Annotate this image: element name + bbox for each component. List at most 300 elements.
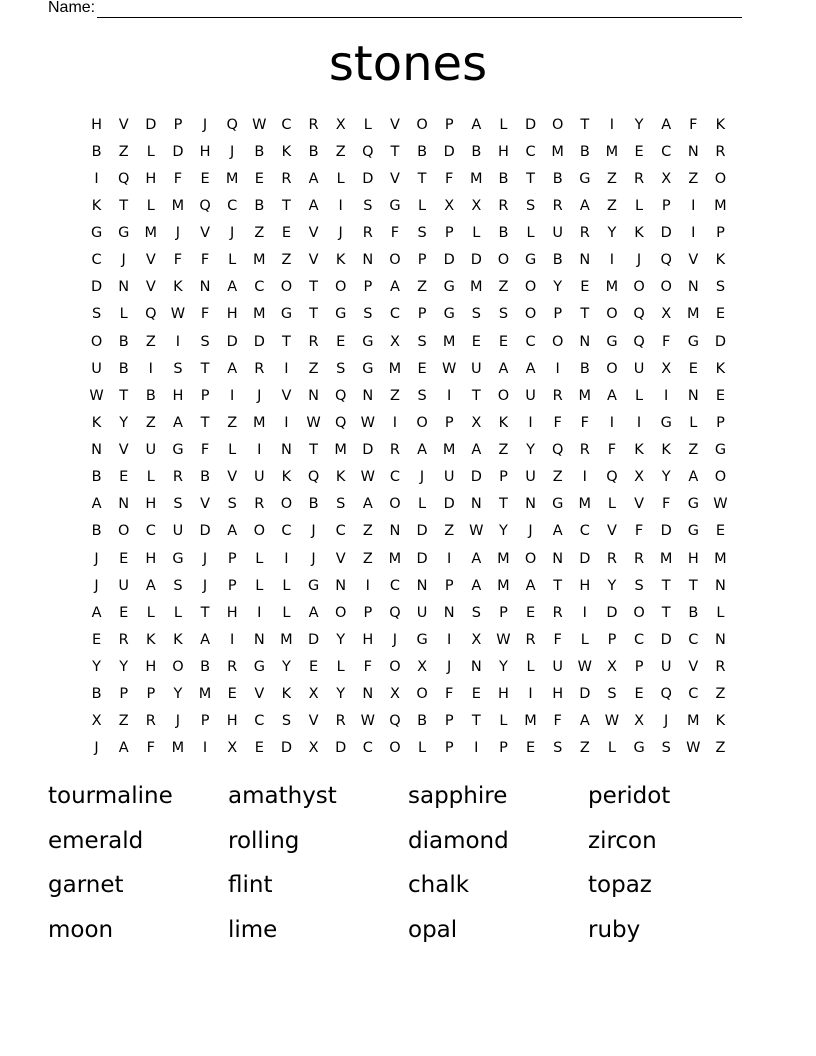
grid-letter: Z xyxy=(308,360,319,377)
grid-letter: U xyxy=(660,659,672,676)
grid-letter: B xyxy=(417,713,428,730)
grid-letter: L xyxy=(499,713,508,730)
grid-letter: D xyxy=(335,740,347,757)
grid-letter: Q xyxy=(551,442,564,459)
grid-letter: Z xyxy=(498,279,509,296)
word-list-item: ruby xyxy=(588,916,641,943)
grid-letter: D xyxy=(606,604,618,621)
grid-letter: Z xyxy=(606,197,617,214)
grid-letter: N xyxy=(687,143,699,160)
grid-letter: K xyxy=(281,469,292,486)
grid-letter: W xyxy=(170,306,186,323)
grid-letter: A xyxy=(688,469,699,486)
grid-letter: U xyxy=(172,523,184,540)
grid-letter: N xyxy=(687,279,699,296)
grid-letter: A xyxy=(661,116,672,133)
grid-letter: A xyxy=(525,577,536,594)
grid-letter: S xyxy=(715,279,726,296)
grid-letter: G xyxy=(633,740,645,757)
grid-letter: J xyxy=(94,740,99,757)
grid-letter: T xyxy=(390,143,400,160)
grid-letter: V xyxy=(281,387,292,404)
grid-letter: V xyxy=(145,252,156,269)
grid-letter: X xyxy=(634,713,645,730)
grid-letter: L xyxy=(526,659,535,676)
grid-letter: B xyxy=(91,686,102,703)
grid-letter: W xyxy=(713,496,728,513)
grid-letter: I xyxy=(94,170,99,187)
grid-letter: B xyxy=(498,170,509,187)
grid-letter: S xyxy=(281,713,292,730)
grid-letter: P xyxy=(444,740,454,757)
grid-letter: X xyxy=(606,659,617,676)
grid-letter: X xyxy=(661,360,672,377)
grid-letter: P xyxy=(444,414,454,431)
grid-letter: D xyxy=(280,740,293,757)
grid-letter: L xyxy=(526,225,535,242)
grid-letter: T xyxy=(688,577,698,594)
grid-letter: Q xyxy=(660,686,672,703)
grid-letter: G xyxy=(660,414,672,431)
grid-letter: L xyxy=(119,306,128,323)
grid-letter: Z xyxy=(417,279,428,296)
grid-letter: J xyxy=(202,116,208,133)
grid-letter: R xyxy=(362,225,373,242)
grid-letter: H xyxy=(145,659,157,676)
grid-letter: D xyxy=(416,523,428,540)
grid-letter: P xyxy=(417,252,427,269)
grid-letter: O xyxy=(551,116,564,133)
grid-letter: F xyxy=(390,225,400,242)
grid-letter: T xyxy=(471,387,481,404)
grid-letter: S xyxy=(336,496,346,513)
grid-letter: M xyxy=(578,496,592,513)
grid-letter: Y xyxy=(661,469,671,486)
grid-letter: H xyxy=(145,170,157,187)
grid-letter: L xyxy=(282,604,291,621)
grid-letter: Q xyxy=(334,387,347,404)
grid-letter: T xyxy=(661,577,671,594)
grid-letter: L xyxy=(146,197,155,214)
grid-letter: W xyxy=(360,713,375,730)
grid-letter: G xyxy=(443,306,455,323)
grid-letter: S xyxy=(498,306,509,323)
grid-letter: J xyxy=(447,659,452,676)
grid-letter: G xyxy=(714,442,727,459)
grid-letter: V xyxy=(308,252,319,269)
grid-letter: N xyxy=(362,252,374,269)
grid-letter: B xyxy=(579,360,590,377)
grid-letter: Q xyxy=(633,333,645,350)
grid-letter: T xyxy=(499,496,508,513)
grid-letter: P xyxy=(173,116,183,133)
name-label: Name: xyxy=(48,0,96,16)
grid-letter: O xyxy=(172,659,184,676)
grid-letter: C xyxy=(661,143,672,160)
grid-letter: Y xyxy=(119,659,129,676)
grid-letter: H xyxy=(579,577,591,594)
grid-letter: Q xyxy=(307,469,320,486)
grid-letter: T xyxy=(309,279,318,296)
grid-letter: F xyxy=(445,170,454,187)
grid-letter: T xyxy=(580,116,590,133)
grid-letter: S xyxy=(471,306,481,323)
grid-letter: B xyxy=(118,333,129,350)
grid-letter: R xyxy=(715,659,726,676)
grid-letter: F xyxy=(553,631,562,648)
grid-letter: S xyxy=(417,387,427,404)
grid-letter: O xyxy=(389,659,401,676)
grid-letter: F xyxy=(580,414,589,431)
grid-letter: B xyxy=(308,143,319,160)
grid-letter: I xyxy=(664,387,669,404)
grid-letter: T xyxy=(309,442,318,459)
grid-letter: A xyxy=(118,740,129,757)
grid-letter: S xyxy=(91,306,102,323)
grid-letter: H xyxy=(226,604,238,621)
grid-letter: L xyxy=(336,170,345,187)
grid-letter: S xyxy=(336,360,346,377)
grid-letter: T xyxy=(200,604,210,621)
grid-letter: A xyxy=(471,550,482,567)
grid-letter: H xyxy=(172,387,184,404)
grid-letter: C xyxy=(389,469,400,486)
grid-letter: E xyxy=(498,333,509,350)
grid-letter: F xyxy=(173,252,183,269)
grid-letter: J xyxy=(175,713,181,730)
grid-letter: S xyxy=(634,577,644,594)
grid-letter: B xyxy=(552,252,563,269)
grid-letter: N xyxy=(308,387,319,404)
grid-letter: P xyxy=(417,306,427,323)
grid-letter: E xyxy=(471,686,481,703)
grid-letter: Y xyxy=(499,523,508,540)
grid-letter: A xyxy=(606,387,617,404)
word-list-item: tourmaline xyxy=(48,783,173,809)
grid-letter: S xyxy=(417,333,427,350)
grid-letter: O xyxy=(416,686,428,703)
grid-letter: Z xyxy=(715,686,726,703)
grid-letter: I xyxy=(284,360,289,377)
grid-letter: A xyxy=(308,604,319,621)
grid-letter: A xyxy=(172,414,183,431)
grid-letter: H xyxy=(91,116,103,133)
grid-letter: G xyxy=(687,333,699,350)
grid-letter: Z xyxy=(688,442,699,459)
grid-letter: O xyxy=(606,306,618,323)
grid-letter: A xyxy=(525,360,536,377)
grid-letter: I xyxy=(691,197,696,214)
grid-letter: N xyxy=(416,577,428,594)
grid-letter: X xyxy=(389,686,400,703)
grid-letter: D xyxy=(226,333,238,350)
grid-letter: J xyxy=(230,143,235,160)
grid-letter: V xyxy=(308,713,319,730)
grid-letter: I xyxy=(447,387,452,404)
letter-grid xyxy=(83,111,734,762)
grid-letter: I xyxy=(257,604,262,621)
grid-letter: P xyxy=(200,713,210,730)
grid-letter: K xyxy=(173,631,183,648)
grid-letter: J xyxy=(94,577,99,594)
grid-letter: D xyxy=(362,170,374,187)
grid-letter: B xyxy=(498,225,509,242)
grid-letter: C xyxy=(389,577,400,594)
grid-letter: K xyxy=(173,279,183,296)
grid-letter: R xyxy=(525,631,536,648)
word-list-item: emerald xyxy=(48,827,144,854)
grid-letter: V xyxy=(118,442,129,459)
grid-letter: I xyxy=(609,116,615,133)
grid-letter: Z xyxy=(362,523,373,540)
grid-letter: I xyxy=(148,360,153,377)
grid-letter: K xyxy=(91,197,102,214)
grid-letter: N xyxy=(687,387,699,404)
grid-letter: L xyxy=(255,577,264,594)
grid-letter: E xyxy=(634,143,644,160)
grid-letter: F xyxy=(689,116,698,133)
grid-letter: P xyxy=(444,577,454,594)
grid-letter: C xyxy=(254,279,265,296)
grid-letter: U xyxy=(552,659,563,676)
grid-letter: T xyxy=(119,197,129,214)
grid-letter: I xyxy=(528,414,533,431)
grid-letter: S xyxy=(200,333,210,350)
grid-letter: W xyxy=(360,469,375,486)
grid-letter: L xyxy=(607,740,616,757)
grid-letter: P xyxy=(444,225,454,242)
grid-letter: X xyxy=(661,306,672,323)
grid-letter: V xyxy=(118,116,129,133)
grid-letter: T xyxy=(526,170,535,187)
grid-letter: O xyxy=(524,306,537,323)
grid-letter: K xyxy=(661,442,671,459)
grid-letter: G xyxy=(443,279,455,296)
grid-letter: G xyxy=(552,496,564,513)
grid-letter: C xyxy=(579,523,590,540)
grid-letter: M xyxy=(578,387,592,404)
grid-letter: O xyxy=(90,333,103,350)
grid-letter: L xyxy=(363,116,372,133)
grid-letter: M xyxy=(470,279,483,296)
grid-letter: Z xyxy=(715,740,726,757)
grid-letter: R xyxy=(145,713,156,730)
grid-letter: A xyxy=(579,197,590,214)
grid-letter: Z xyxy=(145,333,156,350)
grid-letter: G xyxy=(280,306,293,323)
grid-letter: G xyxy=(687,496,699,513)
grid-letter: N xyxy=(389,523,401,540)
grid-letter: I xyxy=(447,631,452,648)
grid-letter: E xyxy=(119,550,129,567)
grid-letter: N xyxy=(335,577,347,594)
grid-letter: M xyxy=(334,442,347,459)
grid-letter: I xyxy=(582,469,587,486)
grid-letter: P xyxy=(661,197,671,214)
grid-letter: A xyxy=(200,631,211,648)
grid-letter: M xyxy=(497,577,510,594)
grid-letter: C xyxy=(389,306,400,323)
grid-letter: I xyxy=(392,414,398,431)
grid-letter: A xyxy=(308,170,319,187)
grid-letter: S xyxy=(525,197,536,214)
grid-letter: I xyxy=(284,414,289,431)
grid-letter: F xyxy=(146,740,155,757)
grid-letter: Y xyxy=(282,659,291,676)
grid-letter: A xyxy=(308,197,319,214)
grid-letter: X xyxy=(389,333,400,350)
grid-letter: Y xyxy=(634,116,644,133)
grid-letter: D xyxy=(714,333,727,350)
grid-letter: A xyxy=(471,442,482,459)
grid-letter: L xyxy=(146,469,155,486)
grid-letter: S xyxy=(173,577,183,594)
grid-letter: M xyxy=(605,279,619,296)
grid-letter: I xyxy=(447,550,452,567)
grid-letter: Z xyxy=(118,143,129,160)
grid-letter: F xyxy=(634,523,644,540)
grid-letter: K xyxy=(335,469,346,486)
grid-letter: U xyxy=(633,360,645,377)
grid-letter: I xyxy=(175,333,181,350)
grid-letter: G xyxy=(172,442,184,459)
grid-letter: A xyxy=(471,577,482,594)
grid-letter: O xyxy=(606,360,618,377)
grid-letter: D xyxy=(660,225,672,242)
grid-letter: Q xyxy=(633,306,645,323)
name-underline xyxy=(97,3,742,18)
grid-letter: R xyxy=(552,387,563,404)
grid-letter: N xyxy=(281,442,292,459)
grid-letter: O xyxy=(416,116,428,133)
grid-letter: M xyxy=(388,550,402,567)
grid-letter: R xyxy=(715,143,726,160)
grid-letter: Y xyxy=(526,442,535,459)
grid-letter: N xyxy=(470,659,482,676)
grid-letter: S xyxy=(363,197,373,214)
word-list-item: diamond xyxy=(408,827,509,854)
grid-letter: F xyxy=(200,442,210,459)
grid-letter: N xyxy=(715,577,726,594)
grid-letter: A xyxy=(91,496,102,513)
grid-letter: F xyxy=(553,713,562,730)
grid-letter: W xyxy=(577,659,592,676)
grid-letter: U xyxy=(91,360,102,377)
grid-letter: A xyxy=(362,496,373,513)
grid-letter: D xyxy=(145,116,157,133)
grid-letter: J xyxy=(121,252,126,269)
grid-letter: P xyxy=(553,306,563,323)
grid-letter: A xyxy=(579,713,590,730)
grid-letter: E xyxy=(525,604,536,621)
grid-letter: X xyxy=(308,686,319,703)
grid-letter: F xyxy=(553,414,562,431)
grid-letter: R xyxy=(634,170,645,187)
word-list-item: amathyst xyxy=(228,783,337,809)
grid-letter: V xyxy=(389,170,400,187)
grid-letter: Y xyxy=(119,414,129,431)
grid-letter: C xyxy=(281,116,292,133)
grid-letter: U xyxy=(145,442,157,459)
grid-letter: X xyxy=(227,740,238,757)
grid-letter: Z xyxy=(227,414,238,431)
grid-letter: I xyxy=(230,387,235,404)
grid-letter: O xyxy=(551,333,564,350)
grid-letter: L xyxy=(580,631,589,648)
grid-letter: Z xyxy=(606,170,617,187)
grid-letter: U xyxy=(254,469,265,486)
grid-letter: C xyxy=(525,143,536,160)
grid-letter: O xyxy=(389,252,401,269)
grid-letter: C xyxy=(335,523,346,540)
grid-letter: J xyxy=(230,225,235,242)
grid-letter: M xyxy=(253,306,266,323)
grid-letter: Q xyxy=(362,143,374,160)
grid-letter: U xyxy=(416,604,428,621)
grid-letter: Q xyxy=(389,604,401,621)
grid-letter: J xyxy=(311,550,316,567)
grid-letter: R xyxy=(634,550,645,567)
grid-letter: B xyxy=(688,604,699,621)
grid-letter: N xyxy=(470,496,482,513)
grid-letter: Z xyxy=(118,713,129,730)
grid-letter: J xyxy=(664,713,669,730)
grid-letter: S xyxy=(227,496,237,513)
grid-letter: M xyxy=(497,550,510,567)
grid-letter: O xyxy=(280,279,293,296)
grid-letter: E xyxy=(91,631,102,648)
grid-letter: Y xyxy=(499,659,508,676)
grid-letter: L xyxy=(418,496,427,513)
grid-letter: M xyxy=(442,333,456,350)
grid-letter: P xyxy=(363,604,373,621)
grid-letter: R xyxy=(308,333,319,350)
grid-letter: D xyxy=(443,252,455,269)
grid-letter: C xyxy=(227,197,238,214)
grid-letter: I xyxy=(230,631,235,648)
grid-letter: H xyxy=(145,496,157,513)
grid-letter: B xyxy=(254,143,265,160)
word-list-item: chalk xyxy=(408,872,470,898)
grid-letter: H xyxy=(145,550,157,567)
grid-letter: I xyxy=(636,414,642,431)
grid-letter: G xyxy=(307,577,320,594)
grid-letter: F xyxy=(363,659,372,676)
grid-letter: Y xyxy=(336,631,346,648)
grid-letter: V xyxy=(606,523,617,540)
grid-letter: I xyxy=(284,550,289,567)
grid-letter: X xyxy=(91,713,102,730)
grid-letter: K xyxy=(281,143,292,160)
grid-letter: F xyxy=(662,496,671,513)
word-list-item: peridot xyxy=(588,783,671,809)
grid-letter: U xyxy=(471,360,482,377)
grid-letter: R xyxy=(227,659,238,676)
grid-letter: V xyxy=(335,550,346,567)
grid-letter: P xyxy=(499,740,508,757)
grid-letter: Z xyxy=(362,550,373,567)
grid-letter: G xyxy=(579,170,591,187)
grid-letter: S xyxy=(661,740,671,757)
grid-letter: M xyxy=(524,713,537,730)
grid-letter: N xyxy=(118,279,130,296)
grid-letter: M xyxy=(171,740,185,757)
grid-letter: R xyxy=(552,604,563,621)
grid-letter: G xyxy=(335,306,347,323)
grid-letter: O xyxy=(117,523,130,540)
grid-letter: L xyxy=(146,604,155,621)
grid-letter: V xyxy=(634,496,645,513)
